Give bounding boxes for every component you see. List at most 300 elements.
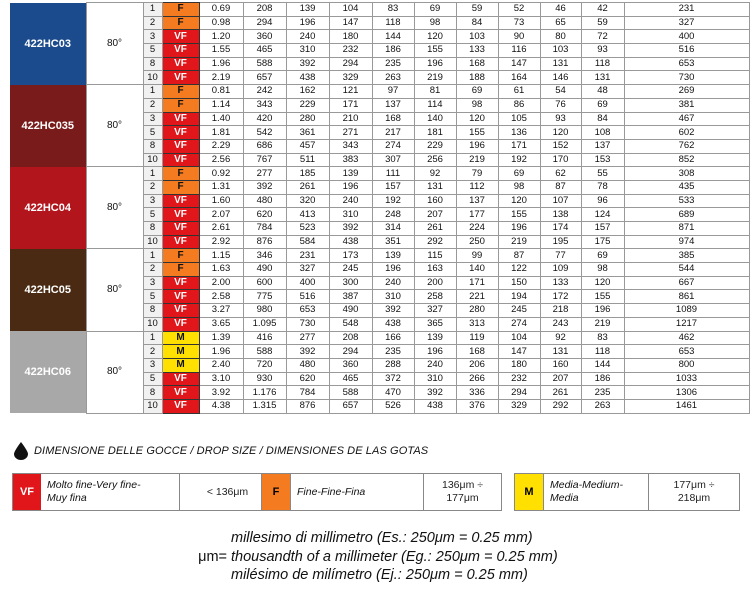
value-cell: 109: [540, 263, 581, 277]
value-cell: 87: [540, 180, 581, 194]
value-cell: 294: [329, 345, 372, 359]
pressure-cell: 2: [143, 180, 162, 194]
value-cell: 232: [498, 372, 540, 386]
legend-f-badge: F: [262, 474, 291, 510]
nozzle-flow-table: [10, 2, 750, 414]
value-cell: 689: [624, 208, 749, 222]
note-spanish: milésimo de milímetro (Ej.: 250μm = 0.25 mm): [231, 567, 528, 583]
value-cell: 242: [243, 85, 286, 99]
value-cell: 542: [243, 126, 286, 140]
value-cell: 171: [456, 276, 498, 290]
value-cell: 1.315: [243, 399, 286, 413]
value-cell: 320: [286, 194, 329, 208]
value-cell: 235: [372, 345, 414, 359]
value-cell: 2.07: [199, 208, 243, 222]
value-cell: 465: [329, 372, 372, 386]
nozzle-model: 422HC035: [10, 85, 86, 167]
value-cell: 208: [329, 331, 372, 345]
value-cell: 131: [581, 71, 624, 85]
value-cell: 3.27: [199, 304, 243, 318]
value-cell: 274: [372, 139, 414, 153]
value-cell: 155: [414, 44, 456, 58]
value-cell: 140: [414, 112, 456, 126]
nozzle-model: 422HC06: [10, 331, 86, 413]
value-cell: 97: [372, 85, 414, 99]
value-cell: 280: [286, 112, 329, 126]
pressure-cell: 2: [143, 263, 162, 277]
value-cell: 523: [286, 222, 329, 236]
value-cell: 438: [372, 317, 414, 331]
value-cell: 52: [498, 3, 540, 17]
pressure-cell: 8: [143, 57, 162, 71]
droplet-icon: [14, 442, 28, 460]
value-cell: 974: [624, 235, 749, 249]
pressure-cell: 8: [143, 139, 162, 153]
value-cell: 231: [624, 3, 749, 17]
value-cell: 186: [372, 44, 414, 58]
value-cell: 163: [414, 263, 456, 277]
value-cell: 153: [581, 153, 624, 167]
value-cell: 196: [372, 263, 414, 277]
value-cell: 107: [540, 194, 581, 208]
value-cell: 206: [456, 358, 498, 372]
table-row: [10, 331, 749, 345]
value-cell: 300: [329, 276, 372, 290]
pressure-cell: 8: [143, 386, 162, 400]
value-cell: 438: [286, 71, 329, 85]
value-cell: 516: [286, 290, 329, 304]
value-cell: 1089: [624, 304, 749, 318]
value-cell: 1461: [624, 399, 749, 413]
value-cell: 112: [456, 180, 498, 194]
value-cell: 2.29: [199, 139, 243, 153]
value-cell: 3.10: [199, 372, 243, 386]
value-cell: 360: [329, 358, 372, 372]
value-cell: 376: [456, 399, 498, 413]
value-cell: 235: [581, 386, 624, 400]
value-cell: 84: [581, 112, 624, 126]
value-cell: 65: [540, 16, 581, 30]
value-cell: 730: [624, 71, 749, 85]
value-cell: 229: [286, 98, 329, 112]
value-cell: 196: [329, 180, 372, 194]
micron-prefix: μm=: [198, 548, 227, 565]
value-cell: 104: [329, 3, 372, 17]
value-cell: 258: [414, 290, 456, 304]
value-cell: 195: [540, 235, 581, 249]
value-cell: 1.176: [243, 386, 286, 400]
pressure-cell: 3: [143, 194, 162, 208]
value-cell: 277: [243, 167, 286, 181]
value-cell: 775: [243, 290, 286, 304]
pressure-cell: 1: [143, 3, 162, 17]
value-cell: 0.69: [199, 3, 243, 17]
value-cell: 372: [372, 372, 414, 386]
value-cell: 980: [243, 304, 286, 318]
value-cell: 3.65: [199, 317, 243, 331]
value-cell: 131: [414, 180, 456, 194]
value-cell: 420: [243, 112, 286, 126]
value-cell: 2.58: [199, 290, 243, 304]
value-cell: 46: [540, 3, 581, 17]
value-cell: 207: [414, 208, 456, 222]
value-cell: 69: [456, 85, 498, 99]
value-cell: 121: [329, 85, 372, 99]
value-cell: 588: [243, 57, 286, 71]
value-cell: 221: [456, 290, 498, 304]
value-cell: 155: [456, 126, 498, 140]
drop-class-badge: VF: [162, 386, 199, 400]
pressure-cell: 5: [143, 290, 162, 304]
value-cell: 876: [286, 399, 329, 413]
nozzle-model: 422HC04: [10, 167, 86, 249]
pressure-cell: 1: [143, 167, 162, 181]
value-cell: 1.15: [199, 249, 243, 263]
value-cell: 232: [329, 44, 372, 58]
value-cell: 92: [540, 331, 581, 345]
spray-angle: 80°: [86, 85, 143, 167]
pressure-cell: 3: [143, 112, 162, 126]
pressure-cell: 8: [143, 304, 162, 318]
pressure-cell: 1: [143, 85, 162, 99]
value-cell: 160: [414, 194, 456, 208]
value-cell: 208: [243, 3, 286, 17]
value-cell: 544: [624, 263, 749, 277]
value-cell: 653: [286, 304, 329, 318]
drop-class-badge: VF: [162, 112, 199, 126]
value-cell: 119: [456, 331, 498, 345]
pressure-cell: 10: [143, 399, 162, 413]
value-cell: 294: [498, 386, 540, 400]
pressure-cell: 2: [143, 98, 162, 112]
value-cell: 210: [329, 112, 372, 126]
value-cell: 177: [456, 208, 498, 222]
value-cell: 219: [498, 235, 540, 249]
value-cell: 800: [624, 358, 749, 372]
value-cell: 111: [372, 167, 414, 181]
value-cell: 277: [286, 331, 329, 345]
value-cell: 387: [329, 290, 372, 304]
value-cell: 124: [581, 208, 624, 222]
value-cell: 61: [498, 85, 540, 99]
value-cell: 269: [624, 85, 749, 99]
value-cell: 147: [498, 345, 540, 359]
value-cell: 92: [414, 167, 456, 181]
value-cell: 235: [372, 57, 414, 71]
value-cell: 55: [581, 167, 624, 181]
drop-class-badge: VF: [162, 399, 199, 413]
legend-m-size: 177μm ÷ 218μm: [673, 479, 715, 504]
value-cell: 588: [329, 386, 372, 400]
value-cell: 240: [372, 276, 414, 290]
value-cell: 137: [372, 98, 414, 112]
value-cell: 150: [498, 276, 540, 290]
drop-class-badge: VF: [162, 30, 199, 44]
value-cell: 292: [540, 399, 581, 413]
value-cell: 588: [243, 345, 286, 359]
value-cell: 224: [456, 222, 498, 236]
value-cell: 457: [286, 139, 329, 153]
drop-class-badge: M: [162, 331, 199, 345]
value-cell: 93: [581, 44, 624, 58]
value-cell: 207: [540, 372, 581, 386]
value-cell: 667: [624, 276, 749, 290]
value-cell: 2.56: [199, 153, 243, 167]
value-cell: 118: [581, 57, 624, 71]
drop-class-badge: F: [162, 167, 199, 181]
value-cell: 240: [414, 358, 456, 372]
value-cell: 105: [498, 112, 540, 126]
drop-class-badge: F: [162, 16, 199, 30]
drop-class-badge: VF: [162, 153, 199, 167]
value-cell: 307: [372, 153, 414, 167]
value-cell: 166: [372, 331, 414, 345]
value-cell: 42: [581, 3, 624, 17]
value-cell: 98: [498, 180, 540, 194]
value-cell: 103: [540, 44, 581, 58]
pressure-cell: 1: [143, 331, 162, 345]
value-cell: 361: [286, 126, 329, 140]
spray-angle: 80°: [86, 249, 143, 331]
legend-vf-badge: VF: [13, 474, 41, 510]
value-cell: 245: [498, 304, 540, 318]
pressure-cell: 5: [143, 372, 162, 386]
note-italian: millesimo di millimetro (Es.: 250μm = 0.25 mm): [231, 530, 533, 546]
value-cell: 250: [456, 235, 498, 249]
value-cell: 138: [540, 208, 581, 222]
drop-class-badge: VF: [162, 194, 199, 208]
value-cell: 288: [372, 358, 414, 372]
value-cell: 162: [286, 85, 329, 99]
value-cell: 256: [414, 153, 456, 167]
value-cell: 657: [329, 399, 372, 413]
value-cell: 1.20: [199, 30, 243, 44]
value-cell: 137: [581, 139, 624, 153]
drop-class-badge: VF: [162, 44, 199, 58]
pressure-cell: 10: [143, 153, 162, 167]
value-cell: 602: [624, 126, 749, 140]
value-cell: 657: [243, 71, 286, 85]
value-cell: 385: [624, 249, 749, 263]
drop-class-badge: M: [162, 345, 199, 359]
pressure-cell: 5: [143, 126, 162, 140]
value-cell: 871: [624, 222, 749, 236]
value-cell: 59: [456, 3, 498, 17]
value-cell: 653: [624, 57, 749, 71]
value-cell: 87: [498, 249, 540, 263]
value-cell: 263: [372, 71, 414, 85]
table-row: [10, 3, 749, 17]
value-cell: 392: [286, 57, 329, 71]
value-cell: 1.40: [199, 112, 243, 126]
value-cell: 1.39: [199, 331, 243, 345]
value-cell: 144: [372, 30, 414, 44]
drop-class-badge: F: [162, 249, 199, 263]
value-cell: 144: [581, 358, 624, 372]
value-cell: 261: [540, 386, 581, 400]
legend-m-label: Media-Medium- Media: [544, 474, 649, 510]
value-cell: 1.81: [199, 126, 243, 140]
value-cell: 147: [498, 57, 540, 71]
value-cell: 69: [581, 249, 624, 263]
value-cell: 192: [372, 194, 414, 208]
legend-m-badge: M: [515, 474, 544, 510]
value-cell: 131: [540, 57, 581, 71]
value-cell: 584: [286, 235, 329, 249]
value-cell: 767: [243, 153, 286, 167]
value-cell: 392: [372, 304, 414, 318]
value-cell: 196: [581, 304, 624, 318]
value-cell: 81: [414, 85, 456, 99]
value-cell: 86: [498, 98, 540, 112]
value-cell: 54: [540, 85, 581, 99]
value-cell: 462: [624, 331, 749, 345]
value-cell: 0.92: [199, 167, 243, 181]
value-cell: 173: [329, 249, 372, 263]
value-cell: 413: [286, 208, 329, 222]
value-cell: 261: [286, 180, 329, 194]
value-cell: 229: [414, 139, 456, 153]
value-cell: 99: [456, 249, 498, 263]
value-cell: 104: [498, 331, 540, 345]
value-cell: 314: [372, 222, 414, 236]
value-cell: 80: [540, 30, 581, 44]
value-cell: 1.14: [199, 98, 243, 112]
value-cell: 240: [286, 30, 329, 44]
value-cell: 730: [286, 317, 329, 331]
drop-class-badge: VF: [162, 290, 199, 304]
value-cell: 147: [329, 16, 372, 30]
value-cell: 465: [243, 44, 286, 58]
value-cell: 217: [372, 126, 414, 140]
value-cell: 280: [456, 304, 498, 318]
value-cell: 351: [372, 235, 414, 249]
value-cell: 175: [581, 235, 624, 249]
value-cell: 181: [414, 126, 456, 140]
value-cell: 171: [329, 98, 372, 112]
value-cell: 78: [581, 180, 624, 194]
value-cell: 480: [286, 358, 329, 372]
pressure-cell: 3: [143, 276, 162, 290]
value-cell: 120: [498, 194, 540, 208]
drop-class-badge: VF: [162, 208, 199, 222]
value-cell: 0.98: [199, 16, 243, 30]
value-cell: 480: [243, 194, 286, 208]
value-cell: 72: [581, 30, 624, 44]
value-cell: 620: [243, 208, 286, 222]
value-cell: 48: [581, 85, 624, 99]
drop-size-header: [14, 442, 428, 460]
value-cell: 360: [243, 30, 286, 44]
value-cell: 2.00: [199, 276, 243, 290]
value-cell: 1.095: [243, 317, 286, 331]
value-cell: 185: [286, 167, 329, 181]
value-cell: 59: [581, 16, 624, 30]
value-cell: 720: [243, 358, 286, 372]
value-cell: 308: [624, 167, 749, 181]
value-cell: 1306: [624, 386, 749, 400]
value-cell: 168: [456, 57, 498, 71]
legend-f-size: 136μm ÷ 177μm: [442, 479, 483, 504]
value-cell: 784: [243, 222, 286, 236]
value-cell: 511: [286, 153, 329, 167]
value-cell: 2.40: [199, 358, 243, 372]
spray-angle: 80°: [86, 3, 143, 85]
drop-class-badge: F: [162, 3, 199, 17]
value-cell: 103: [456, 30, 498, 44]
table-row: [10, 167, 749, 181]
drop-class-badge: VF: [162, 57, 199, 71]
legend-f-label: Fine-Fine-Fina: [291, 474, 424, 510]
value-cell: 152: [540, 139, 581, 153]
value-cell: 392: [286, 345, 329, 359]
drop-class-badge: M: [162, 358, 199, 372]
value-cell: 108: [581, 126, 624, 140]
value-cell: 1.96: [199, 345, 243, 359]
value-cell: 157: [372, 180, 414, 194]
value-cell: 784: [286, 386, 329, 400]
value-cell: 343: [243, 98, 286, 112]
value-cell: 852: [624, 153, 749, 167]
value-cell: 653: [624, 345, 749, 359]
pressure-cell: 8: [143, 222, 162, 236]
value-cell: 90: [498, 30, 540, 44]
value-cell: 490: [243, 263, 286, 277]
value-cell: 294: [329, 57, 372, 71]
pressure-cell: 5: [143, 44, 162, 58]
value-cell: 930: [243, 372, 286, 386]
drop-class-badge: VF: [162, 304, 199, 318]
unit-notes: [195, 529, 558, 585]
note-english: thousandth of a millimeter (Eg.: 250μm = 0.25 mm): [231, 548, 558, 565]
drop-class-badge: VF: [162, 222, 199, 236]
value-cell: 98: [456, 98, 498, 112]
value-cell: 310: [414, 372, 456, 386]
value-cell: 79: [456, 167, 498, 181]
spray-angle: 80°: [86, 331, 143, 413]
value-cell: 346: [243, 249, 286, 263]
value-cell: 120: [581, 276, 624, 290]
value-cell: 118: [581, 345, 624, 359]
value-cell: 139: [414, 331, 456, 345]
pressure-cell: 2: [143, 16, 162, 30]
value-cell: 73: [498, 16, 540, 30]
value-cell: 329: [498, 399, 540, 413]
value-cell: 171: [498, 139, 540, 153]
value-cell: 196: [414, 57, 456, 71]
value-cell: 245: [329, 263, 372, 277]
value-cell: 116: [498, 44, 540, 58]
value-cell: 115: [414, 249, 456, 263]
legend-medium: [514, 473, 740, 511]
value-cell: 160: [540, 358, 581, 372]
value-cell: 400: [286, 276, 329, 290]
value-cell: 2.92: [199, 235, 243, 249]
nozzle-model: 422HC05: [10, 249, 86, 331]
value-cell: 327: [414, 304, 456, 318]
value-cell: 84: [456, 16, 498, 30]
value-cell: 120: [540, 126, 581, 140]
value-cell: 310: [372, 290, 414, 304]
legend-very-fine: [12, 473, 276, 511]
value-cell: 762: [624, 139, 749, 153]
drop-class-badge: VF: [162, 126, 199, 140]
value-cell: 77: [540, 249, 581, 263]
value-cell: 381: [624, 98, 749, 112]
drop-class-badge: F: [162, 85, 199, 99]
value-cell: 219: [456, 153, 498, 167]
value-cell: 392: [329, 222, 372, 236]
